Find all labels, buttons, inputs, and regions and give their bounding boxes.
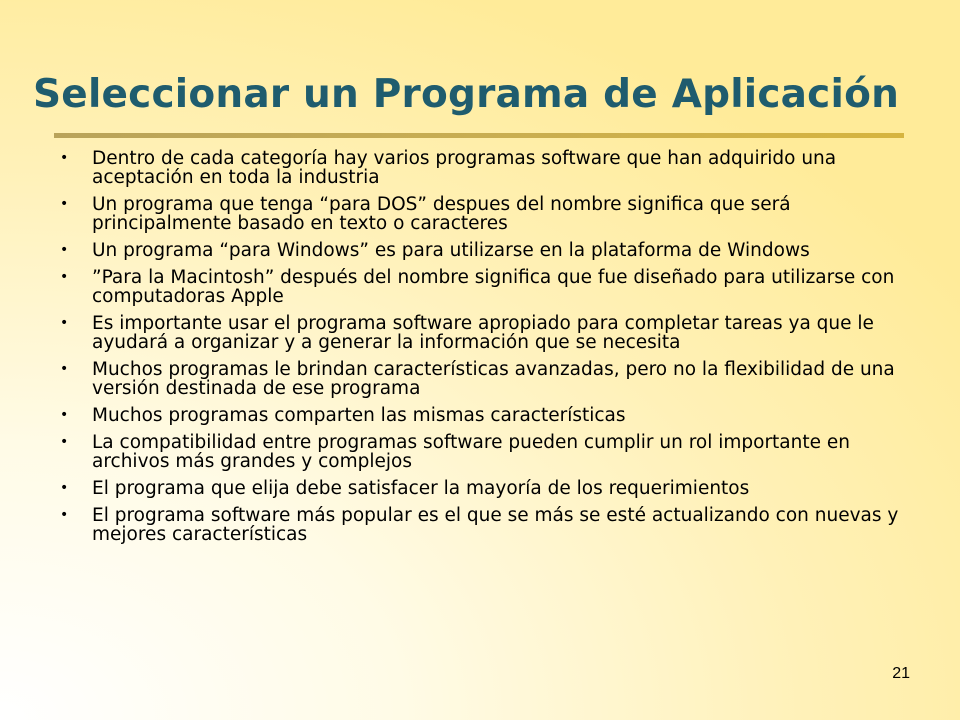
bullet-marker: • <box>60 315 69 331</box>
bullet-text: Dentro de cada categoría hay varios programas software que han adquirido una aceptación en toda la industria <box>92 148 837 188</box>
bullet-marker: • <box>60 150 69 166</box>
title-divider <box>54 133 904 138</box>
bullet-item <box>60 360 920 398</box>
bullet-marker: • <box>60 361 69 377</box>
bullet-marker: • <box>60 196 69 212</box>
bullet-marker: • <box>60 269 69 285</box>
bullet-marker: • <box>60 407 69 423</box>
bullet-text: Muchos programas comparten las mismas características <box>92 405 626 426</box>
page-number: 21 <box>892 665 910 682</box>
bullet-marker: • <box>60 480 69 496</box>
bullet-text: Muchos programas le brindan características avanzadas, pero no la flexibilidad de una versión destinada de ese programa <box>92 359 895 399</box>
bullet-text: ”Para la Macintosh” después del nombre significa que fue diseñado para utilizarse con computadoras Apple <box>92 267 895 307</box>
bullet-item <box>60 195 920 233</box>
bullet-text: El programa software más popular es el que se más se esté actualizando con nuevas y mejores características <box>92 505 899 545</box>
bullet-list <box>60 149 920 552</box>
bullet-text: Un programa que tenga “para DOS” despues del nombre significa que será principalmente basado en texto o caracteres <box>92 194 791 234</box>
bullet-item <box>60 506 920 544</box>
bullet-item <box>60 479 920 498</box>
bullet-text: Un programa “para Windows” es para utilizarse en la plataforma de Windows <box>92 240 810 261</box>
bullet-item <box>60 433 920 471</box>
bullet-item <box>60 268 920 306</box>
bullet-item <box>60 149 920 187</box>
bullet-marker: • <box>60 242 69 258</box>
bullet-item <box>60 314 920 352</box>
bullet-marker: • <box>60 434 69 450</box>
bullet-text: La compatibilidad entre programas software pueden cumplir un rol importante en archivos más grandes y complejos <box>92 432 850 472</box>
slide-title: Seleccionar un Programa de Aplicación <box>33 72 900 117</box>
bullet-item <box>60 406 920 425</box>
bullet-text: El programa que elija debe satisfacer la mayoría de los requerimientos <box>92 478 750 499</box>
bullet-marker: • <box>60 507 69 523</box>
bullet-item <box>60 241 920 260</box>
bullet-text: Es importante usar el programa software apropiado para completar tareas ya que le ayudará a organizar y a generar la información que se necesita <box>92 313 874 353</box>
